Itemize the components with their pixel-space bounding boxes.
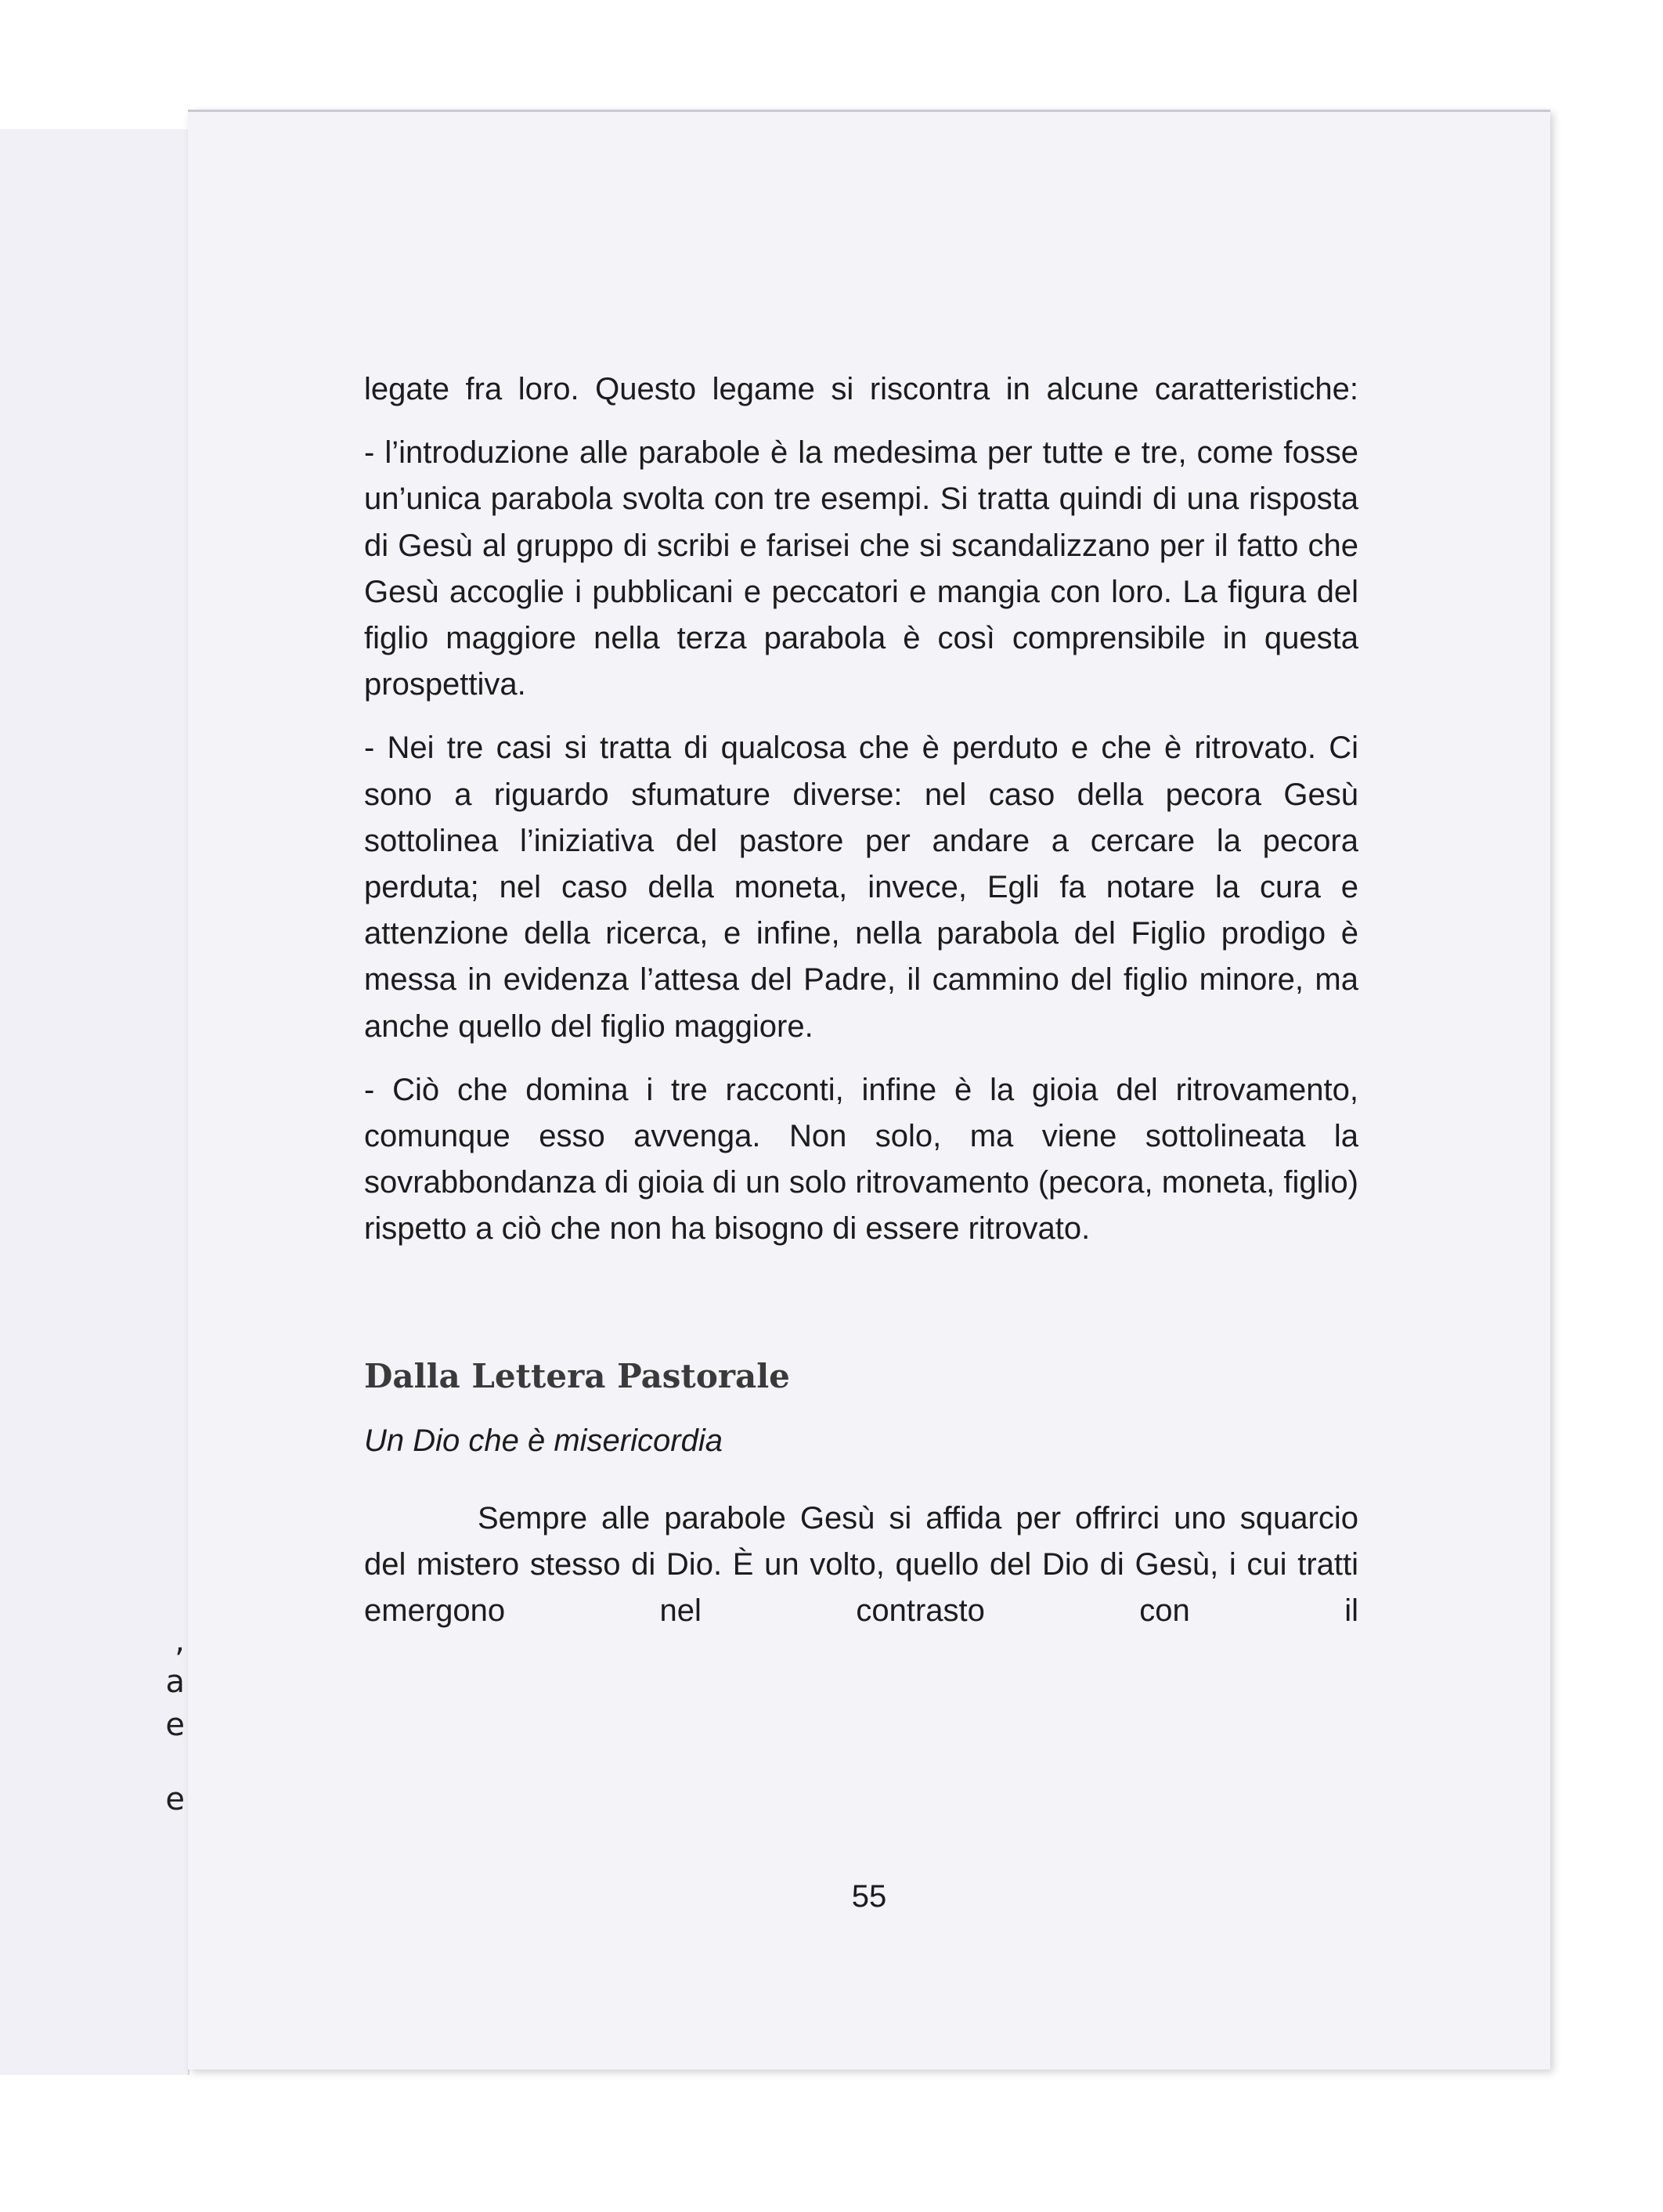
paragraph: Sempre alle parabole Gesù si affida per offrirci uno squarcio del mistero stesso di Dio. È un volto, quello del Dio di Gesù, i cui tratti emergono nel contrasto con il — [364, 1501, 1358, 1629]
left-edge-letter: a — [165, 1664, 185, 1700]
paragraph: - Ciò che domina i tre racconti, infine è la gioia del ritrovamento, comunque esso avvenga. Non solo, ma viene sottolineata la sovrabbondanza di gioia di un solo ritrovamento (pecora, moneta, figlio) rispetto a ciò che non ha bisogno di essere ritrovato. — [364, 1072, 1358, 1247]
left-edge-letter: e — [165, 1707, 185, 1743]
paragraph: - l’introduzione alle parabole è la medesima per tutte e tre, come fosse un’unica parabola svolta con tre esempi. Si tratta quindi di una risposta di Gesù al gruppo di scribi e farisei che si scandalizzano per il fatto che Gesù accoglie i pubblicani e peccatori e mangia con loro. La figura del figlio maggiore nella terza parabola è così comprensibile in questa prospettiva. — [364, 435, 1358, 702]
left-edge-letter: , — [175, 1623, 185, 1659]
section-subtitle: Un Dio che è misericordia — [364, 1423, 723, 1458]
paragraph: legate fra loro. Questo legame si riscontra in alcune caratteristiche: — [364, 372, 1358, 406]
paragraph: - Nei tre casi si tratta di qualcosa che è perduto e che è ritrovato. Ci sono a riguardo sfumature diverse: nel caso della pecora Gesù sottolinea l’iniziativa del pastore per andare a cercare la pecora perduta; nel caso della moneta, invece, Egli fa notare la cura e attenzione della ricerca, e infine, nella parabola del Figlio prodigo è messa in evidenza l’attesa del Padre, il cammino del figlio minore, ma anche quello del figlio maggiore. — [364, 731, 1358, 1044]
page-number: 55 — [851, 1879, 887, 1914]
section-title: Dalla Lettera Pastorale — [364, 1356, 790, 1395]
right-page — [188, 110, 1550, 2069]
left-page-text-edge — [153, 129, 185, 2075]
left-page — [0, 129, 189, 2075]
page-body — [364, 366, 1358, 1652]
left-edge-letter: e — [165, 1781, 185, 1817]
